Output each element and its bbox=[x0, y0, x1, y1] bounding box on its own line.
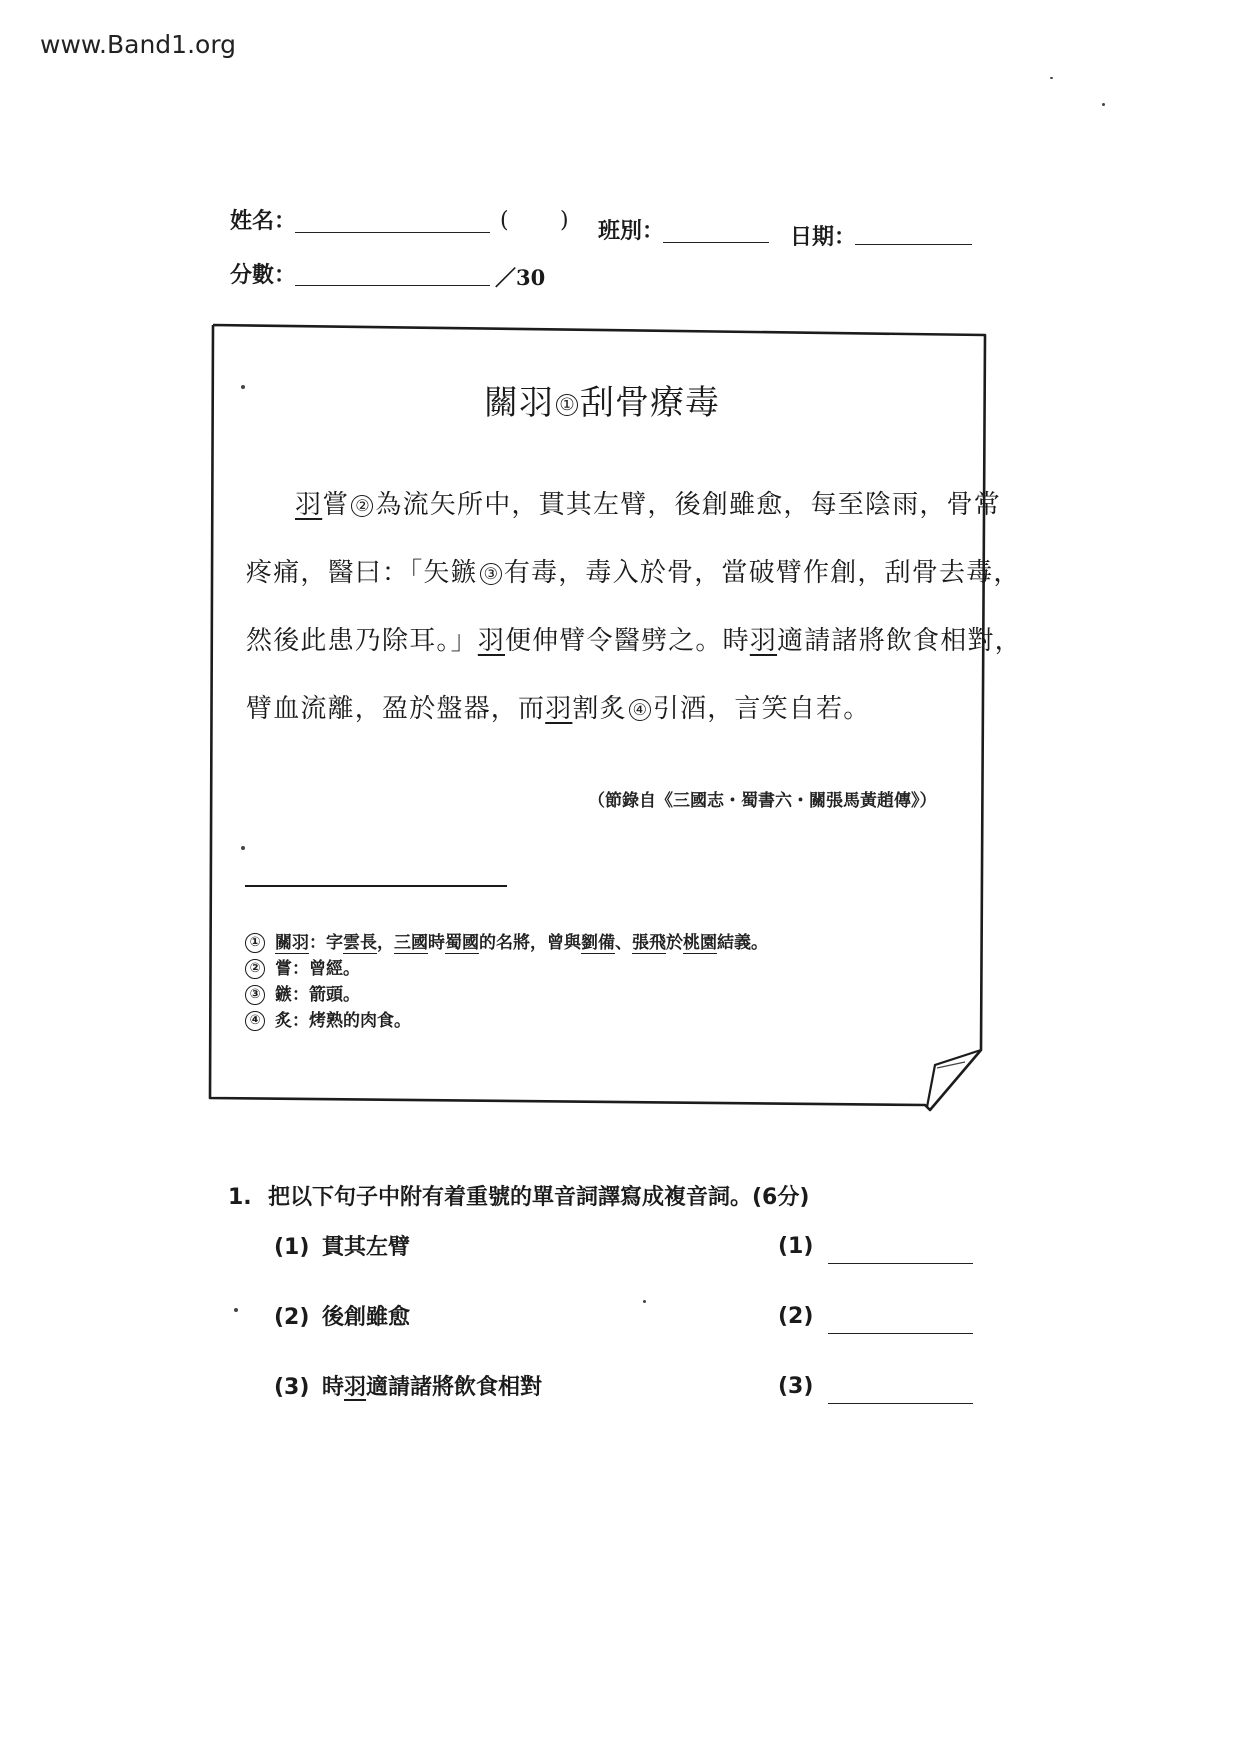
question-prompt: 把以下句子中附有着重號的單音詞譯寫成複音詞。(6分) bbox=[268, 1185, 810, 1210]
answer-field[interactable] bbox=[828, 1333, 973, 1334]
proper-name: 蜀國 bbox=[445, 933, 479, 953]
footnote-number: ③ bbox=[245, 985, 265, 1005]
footnote-item bbox=[245, 980, 360, 1005]
scan-speck bbox=[241, 846, 245, 850]
seat-number-close-paren: ) bbox=[560, 208, 569, 233]
name-label: 姓名： bbox=[230, 209, 297, 234]
score-label: 分數： bbox=[230, 263, 297, 288]
note-marker: ③ bbox=[480, 563, 502, 585]
footnote-text: 、 bbox=[615, 933, 632, 953]
question-item-text: 其左臂 bbox=[344, 1235, 411, 1260]
answer-label: (1) bbox=[778, 1234, 814, 1259]
passage-line bbox=[246, 552, 1021, 589]
note-marker: ④ bbox=[629, 699, 651, 721]
seat-number-open-paren: ( bbox=[500, 208, 509, 233]
footnote-text: 時 bbox=[428, 933, 445, 953]
date-field[interactable] bbox=[855, 244, 972, 245]
passage-text: 便伸臂令醫劈之。時 bbox=[505, 626, 750, 656]
scan-speck bbox=[234, 1308, 238, 1312]
question-number: 1. bbox=[228, 1185, 252, 1210]
question-item bbox=[274, 1300, 410, 1331]
footnote-text: 於 bbox=[666, 933, 683, 953]
passage-text: 有毒，毒入於骨，當破臂作創，刮骨去毒， bbox=[503, 558, 1021, 588]
proper-name: 關羽 bbox=[275, 933, 309, 953]
passage-source: （節錄自《三國志・蜀書六・關張馬黃趙傳》） bbox=[588, 791, 937, 811]
proper-name: 張飛 bbox=[632, 933, 666, 953]
question-item-text: 適 bbox=[366, 1375, 389, 1400]
passage-line bbox=[246, 688, 870, 725]
score-total: ／30 bbox=[495, 265, 546, 290]
passage-text: 割炙 bbox=[572, 694, 627, 724]
proper-name: 羽 bbox=[545, 694, 573, 724]
footnote-divider bbox=[245, 885, 507, 887]
question-item-text: 貫 bbox=[322, 1235, 345, 1260]
passage-text: 嘗 bbox=[322, 490, 350, 520]
question-item-text: 請諸將飲食相對 bbox=[388, 1375, 543, 1400]
answer-field[interactable] bbox=[828, 1403, 973, 1404]
class-label: 班別： bbox=[598, 219, 665, 244]
footnote-text: 嘗：曾經。 bbox=[275, 959, 360, 979]
question-item-text: 後創雖 bbox=[322, 1305, 389, 1330]
scan-speck bbox=[241, 385, 245, 389]
note-marker: ② bbox=[351, 495, 373, 517]
passage-text: 引酒，言笑自若。 bbox=[652, 694, 871, 724]
answer-label: (2) bbox=[778, 1304, 814, 1329]
proper-name: 雲長 bbox=[343, 933, 377, 953]
footnote-number: ② bbox=[245, 959, 265, 979]
title-note-marker: ① bbox=[556, 394, 578, 416]
question-item-label: (1) bbox=[274, 1235, 310, 1260]
proper-name: 羽 bbox=[295, 490, 323, 520]
passage-text: 然後此患乃除耳。」 bbox=[246, 626, 478, 656]
proper-name: 羽 bbox=[477, 626, 506, 656]
date-label: 日期： bbox=[790, 225, 857, 250]
footnote-item bbox=[245, 928, 768, 953]
footnote-text: 炙：烤熟的肉食。 bbox=[275, 1011, 411, 1031]
title-text-b: 刮骨療毒 bbox=[580, 383, 720, 423]
scan-speck bbox=[1050, 77, 1053, 79]
question-1 bbox=[228, 1180, 809, 1211]
proper-name: 劉備 bbox=[581, 933, 615, 953]
question-item bbox=[274, 1370, 542, 1401]
question-item-text: 愈 bbox=[388, 1305, 411, 1330]
footnote-text: 的名將，曾與 bbox=[479, 933, 581, 953]
answer-field[interactable] bbox=[828, 1263, 973, 1264]
proper-name: 羽 bbox=[749, 626, 778, 656]
passage-text: 適請諸將飲食相對， bbox=[777, 626, 1022, 656]
footnote-text: 鏃：箭頭。 bbox=[275, 985, 360, 1005]
scan-speck bbox=[643, 1300, 646, 1303]
proper-name: 羽 bbox=[344, 1375, 367, 1400]
site-url: www.Band1.org bbox=[40, 30, 237, 59]
footnote-text: 結義。 bbox=[717, 933, 768, 953]
passage-text: 臂血流離，盈於盤器，而 bbox=[246, 694, 546, 724]
footnote-item bbox=[245, 954, 360, 979]
question-item bbox=[274, 1230, 410, 1261]
footnote-number: ④ bbox=[245, 1011, 265, 1031]
question-item-label: (3) bbox=[274, 1375, 310, 1400]
class-field[interactable] bbox=[663, 242, 769, 243]
name-field[interactable] bbox=[295, 232, 490, 233]
passage-line bbox=[295, 484, 1001, 521]
proper-name: 三國 bbox=[394, 933, 428, 953]
proper-name: 桃園 bbox=[683, 933, 717, 953]
score-field[interactable] bbox=[295, 285, 490, 286]
scan-speck bbox=[1102, 103, 1105, 106]
passage-text: 疼痛，醫曰：「矢鏃 bbox=[246, 558, 478, 588]
answer-label: (3) bbox=[778, 1374, 814, 1399]
passage-text: 為流矢所中，貫其左臂，後創雖愈，每至陰雨，骨常 bbox=[375, 490, 1002, 520]
question-item-text: 時 bbox=[322, 1375, 345, 1400]
title-text-a: 關羽 bbox=[484, 383, 554, 423]
footnote-item bbox=[245, 1006, 411, 1031]
question-item-label: (2) bbox=[274, 1305, 310, 1330]
passage-title bbox=[212, 375, 992, 424]
passage-line bbox=[246, 620, 1022, 657]
footnote-text: ：字 bbox=[309, 933, 343, 953]
footnote-number: ① bbox=[245, 933, 265, 953]
seat-number-field[interactable] bbox=[515, 210, 555, 236]
footnote-text: ， bbox=[377, 933, 394, 953]
